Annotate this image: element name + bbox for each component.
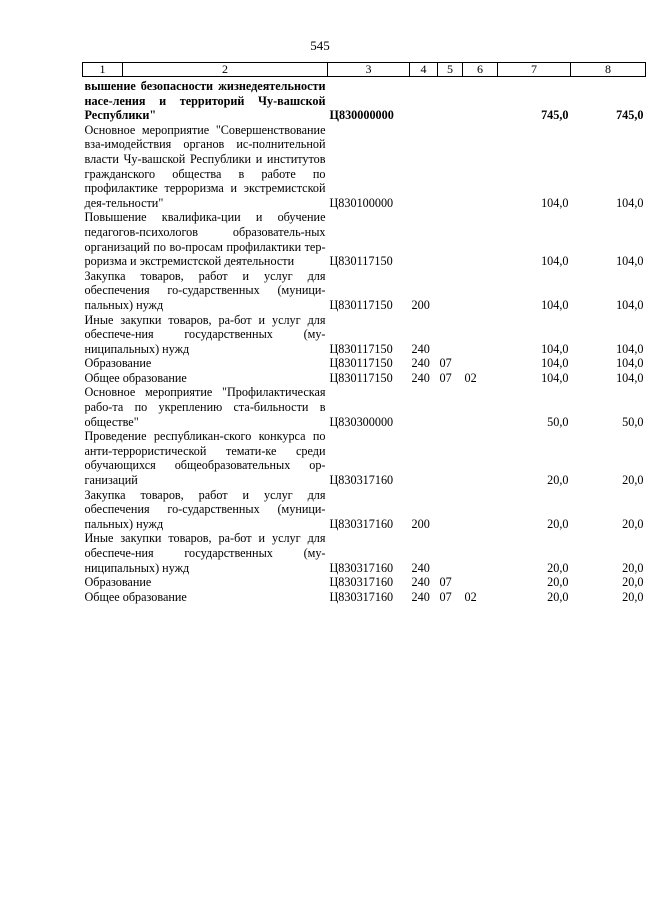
row-code: Ц830317160 xyxy=(329,473,394,488)
row-col4: 240 xyxy=(411,575,430,590)
row-col4: 240 xyxy=(411,356,430,371)
row-col4: 200 xyxy=(411,516,430,531)
row-col4 xyxy=(410,79,438,123)
table-row xyxy=(83,488,646,532)
table-row xyxy=(83,269,646,313)
row-amount-2: 104,0 xyxy=(616,254,644,269)
row-col5 xyxy=(438,385,463,429)
row-amount-1: 50,0 xyxy=(547,414,569,429)
row-amount-2: 104,0 xyxy=(616,356,644,371)
row-name: Образование xyxy=(84,356,152,371)
row-amount-2: 104,0 xyxy=(616,297,644,312)
column-header: 2 xyxy=(123,63,328,77)
row-code: Ц830300000 xyxy=(329,414,394,429)
row-col6 xyxy=(463,531,498,575)
row-amount-1: 20,0 xyxy=(547,560,569,575)
row-col6: 02 xyxy=(464,589,477,604)
row-name: Проведение республикан-ского конкурса по анти-террористической темати-ке среди обучающихся общеобразовательных ор-ганизаций xyxy=(84,429,326,488)
table-row xyxy=(83,531,646,575)
row-code: Ц830117150 xyxy=(329,341,393,356)
row-code: Ц830317160 xyxy=(329,516,394,531)
row-name: вышение безопасности жизнедеятельности насе-ления и территорий Чу-вашской Республики" xyxy=(84,79,326,123)
row-code: Ц830317160 xyxy=(329,575,394,590)
row-col5: 07 xyxy=(439,589,452,604)
row-name: Основное мероприятие "Совершенствование вза-имодействия органов ис-полнительной власти Чу-вашской Республики и институтов гражданского общества в работе по профилактике терроризма и экстремистской дея-тельности" xyxy=(84,122,326,210)
table-row xyxy=(83,385,646,429)
row-col4 xyxy=(410,210,438,268)
row-col6: 02 xyxy=(464,370,477,385)
row-col6 xyxy=(463,488,498,532)
row-code: Ц830117150 xyxy=(329,370,393,385)
row-amount-2: 20,0 xyxy=(622,589,644,604)
row-code: Ц830100000 xyxy=(329,195,394,210)
column-header: 7 xyxy=(498,63,571,77)
row-amount-1: 104,0 xyxy=(541,356,569,371)
row-col5 xyxy=(438,269,463,313)
row-amount-2: 104,0 xyxy=(616,370,644,385)
table-row xyxy=(83,575,646,590)
row-col5 xyxy=(438,123,463,211)
row-name: Общее образование xyxy=(84,589,187,604)
column-header: 6 xyxy=(463,63,498,77)
row-col6 xyxy=(463,356,498,371)
row-amount-1: 104,0 xyxy=(541,254,569,269)
column-header: 5 xyxy=(438,63,463,77)
row-col5 xyxy=(438,79,463,123)
row-amount-1: 745,0 xyxy=(541,108,569,123)
row-amount-2: 745,0 xyxy=(616,108,644,123)
row-amount-2: 104,0 xyxy=(616,341,644,356)
row-amount-2: 20,0 xyxy=(622,473,644,488)
column-header: 1 xyxy=(83,63,123,77)
table-row xyxy=(83,79,646,123)
row-amount-1: 20,0 xyxy=(547,473,569,488)
row-col6 xyxy=(463,575,498,590)
table-row xyxy=(83,356,646,371)
row-amount-2: 104,0 xyxy=(616,195,644,210)
row-col4: 240 xyxy=(411,370,430,385)
row-name: Общее образование xyxy=(84,370,187,385)
row-name: Закупка товаров, работ и услуг для обеспечения го-сударственных (муници-пальных) нужд xyxy=(84,268,326,312)
row-col5 xyxy=(438,210,463,268)
row-name: Иные закупки товаров, ра-бот и услуг для обеспече-ния государственных (му-ниципальных) нужд xyxy=(84,312,326,356)
row-col6 xyxy=(463,313,498,357)
row-amount-2: 20,0 xyxy=(622,560,644,575)
row-amount-2: 50,0 xyxy=(622,414,644,429)
row-name: Повышение квалифика-ции и обучение педагогов-психологов образователь-ных организаций по во-просам профилактики тер-роризма и экстремистской деятельности xyxy=(84,210,326,269)
table-row xyxy=(83,371,646,386)
row-amount-1: 104,0 xyxy=(541,195,569,210)
row-col6 xyxy=(463,123,498,211)
row-col6 xyxy=(463,210,498,268)
row-amount-1: 104,0 xyxy=(541,297,569,312)
row-col4 xyxy=(410,123,438,211)
row-code: Ц830317160 xyxy=(329,589,394,604)
row-col4 xyxy=(410,429,438,487)
row-name: Иные закупки товаров, ра-бот и услуг для обеспече-ния государственных (му-ниципальных) нужд xyxy=(84,531,326,575)
row-amount-1: 104,0 xyxy=(541,370,569,385)
row-col4 xyxy=(410,385,438,429)
table-header-row xyxy=(83,63,646,77)
row-col5 xyxy=(438,531,463,575)
row-col5: 07 xyxy=(439,575,452,590)
row-col6 xyxy=(463,385,498,429)
row-code: Ц830117150 xyxy=(329,356,393,371)
row-amount-2: 20,0 xyxy=(622,575,644,590)
budget-table xyxy=(82,62,646,604)
table-row xyxy=(83,313,646,357)
row-amount-1: 20,0 xyxy=(547,516,569,531)
row-code: Ц830117150 xyxy=(329,297,393,312)
table-row xyxy=(83,429,646,487)
row-amount-1: 20,0 xyxy=(547,575,569,590)
row-amount-1: 104,0 xyxy=(541,341,569,356)
row-col5: 07 xyxy=(439,370,452,385)
column-header: 3 xyxy=(328,63,410,77)
row-name: Образование xyxy=(84,575,152,590)
row-code: Ц830000000 xyxy=(329,108,394,123)
row-amount-2: 20,0 xyxy=(622,516,644,531)
row-col6 xyxy=(463,79,498,123)
column-header: 4 xyxy=(410,63,438,77)
row-col4: 240 xyxy=(411,341,430,356)
column-header: 8 xyxy=(571,63,646,77)
row-amount-1: 20,0 xyxy=(547,589,569,604)
row-col4: 240 xyxy=(411,560,430,575)
row-col4: 240 xyxy=(411,589,430,604)
row-col5: 07 xyxy=(439,356,452,371)
row-name: Основное мероприятие "Профилактическая рабо-та по укреплению ста-бильности в обществе" xyxy=(84,385,326,429)
row-col5 xyxy=(438,313,463,357)
table-row xyxy=(83,123,646,211)
row-col5 xyxy=(438,429,463,487)
page-number: 545 xyxy=(310,38,330,53)
table-row xyxy=(83,590,646,605)
row-code: Ц830317160 xyxy=(329,560,394,575)
row-col6 xyxy=(463,269,498,313)
row-name: Закупка товаров, работ и услуг для обеспечения го-сударственных (муници-пальных) нужд xyxy=(84,487,326,531)
row-code: Ц830117150 xyxy=(329,254,393,269)
row-col5 xyxy=(438,488,463,532)
row-col4: 200 xyxy=(411,297,430,312)
row-col6 xyxy=(463,429,498,487)
table-row xyxy=(83,210,646,268)
